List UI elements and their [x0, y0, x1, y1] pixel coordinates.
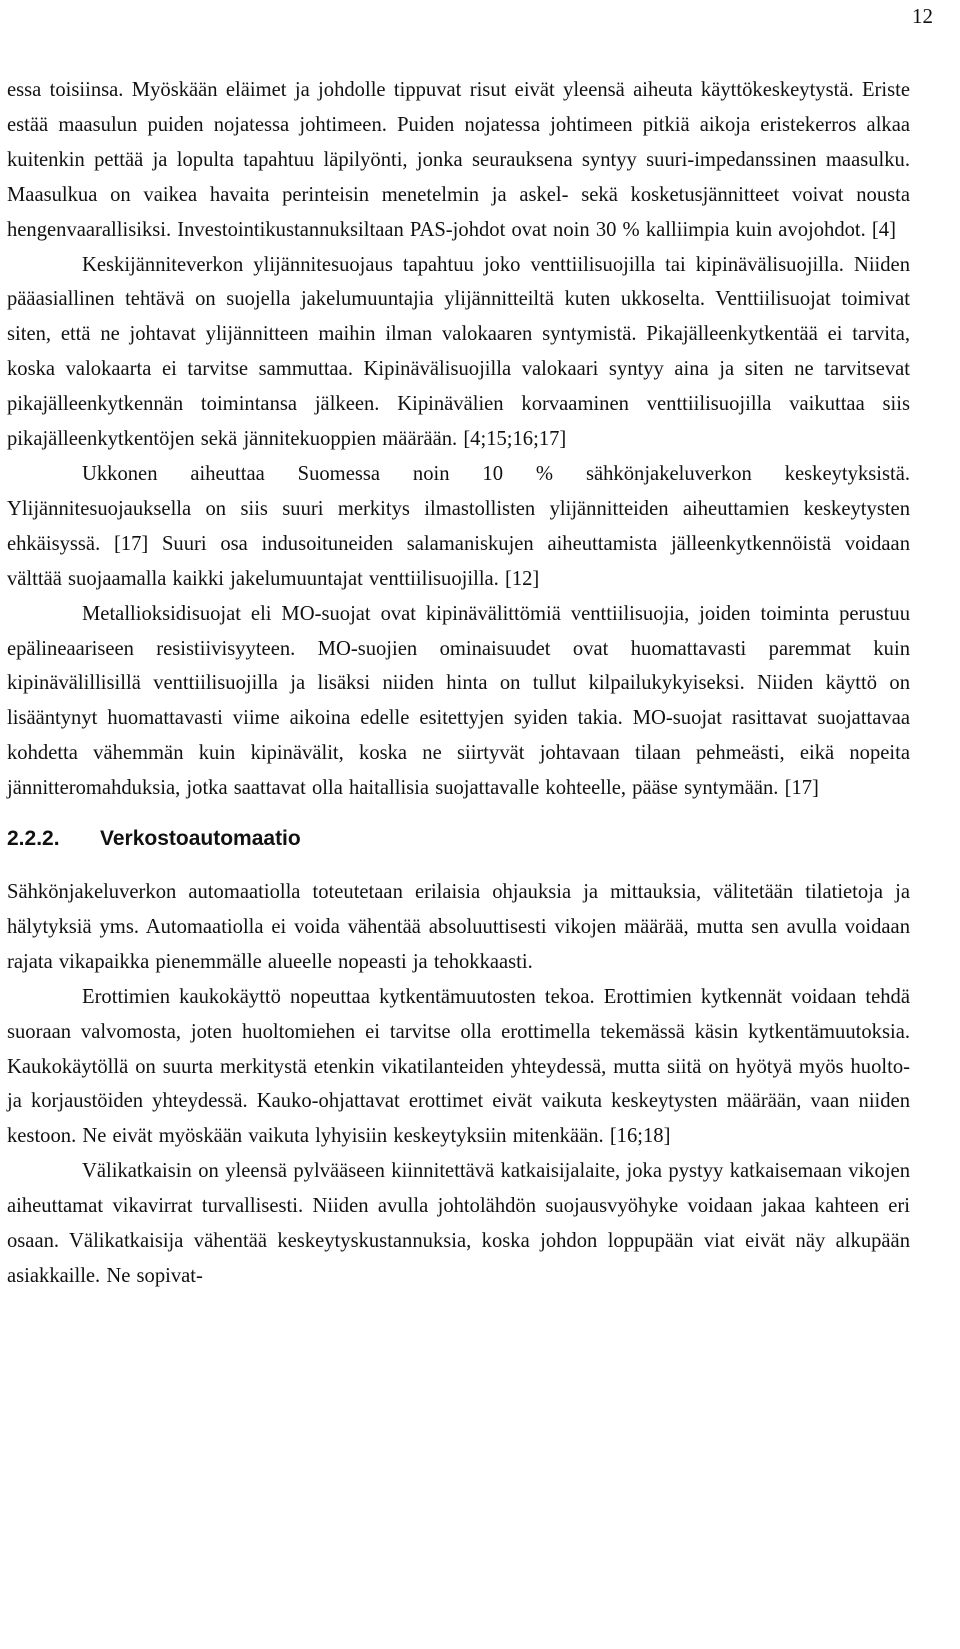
- paragraph-remote-disconnectors: Erottimien kaukokäyttö nopeuttaa kytkentämuutosten tekoa. Erottimien kytkennät voidaan tehdä suoraan valvomosta, joten huoltomiehen ei tarvitse olla erottimella tekemässä käsin kytkentämuutoksia. Kaukokäytöllä on suurta merkitystä etenkin vikatilanteiden yhteydessä, mutta siitä on hyötyä myös huolto- ja korjaustöiden yhteydessä. Kauko-ohjattavat erottimet eivät vaikuta keskeytysten määrään, vaan niiden kestoon. Ne eivät myöskään vaikuta lyhyisiin keskeytyksiin mitenkään. [16;18]: [7, 985, 910, 1148]
- paragraph-lightning: Ukkonen aiheuttaa Suomessa noin 10 % sähkönjakeluverkon keskeytyksistä. Ylijännitesuojauksella on siis suuri merkitys ilmastollisten ylijännitteiden aiheuttamien keskeytysten ehkäisyssä. [17] Suuri osa indusoituneiden salamaniskujen aiheuttamista jälleenkytkennöistä voidaan välttää suojaamalla kaikki jakelumuuntajat venttiilisuojilla. [12]: [7, 462, 910, 590]
- page-body: [7, 73, 910, 1294]
- page-number: 12: [912, 4, 933, 28]
- section-heading: [7, 806, 910, 875]
- paragraph-overvoltage-protection: Keskijänniteverkon ylijännitesuojaus tapahtuu joko venttiilisuojilla tai kipinävälisuojilla. Niiden pääasiallinen tehtävä on suojella jakelumuuntajia ylijännitteiltä kuten ukkoselta. Venttiilisuojat toimivat siten, että ne johtavat ylijännitteen maihin ilman valokaaren syntymistä. Pikajälleenkytkentää ei tarvita, koska valokaarta ei tarvitse sammuttaa. Kipinävälisuojilla valokaari syntyy aina ja siten ne tarvitsevat pikajälleenkytkennän toimintansa jälkeen. Kipinävälien korvaaminen venttiilisuojilla vaikuttaa siis pikajälleenkytkentöjen sekä jännitekuoppien määrään. [4;15;16;17]: [7, 253, 910, 451]
- section-title: Verkostoautomaatio: [100, 827, 301, 851]
- paragraph-continued: essa toisiinsa. Myöskään eläimet ja johdolle tippuvat risut eivät yleensä aiheuta käyttökeskeytystä. Eriste estää maasulun puiden nojatessa johtimeen. Puiden nojatessa johtimeen pitkiä aikoja eristekerros alkaa kuitenkin pettää ja lopulta tapahtuu läpilyönti, jonka seurauksena syntyy suuri-impedanssinen maasulku. Maasulkua on vaikea havaita perinteisin menetelmin ja askel- sekä kosketusjännitteet voivat nousta hengenvaarallisiksi. Investointikustannuksiltaan PAS-johdot ovat noin 30 % kalliimpia kuin avojohdot. [4]: [7, 79, 910, 241]
- paragraph-recloser: Välikatkaisin on yleensä pylvääseen kiinnitettävä katkaisijalaite, joka pystyy katkaisemaan vikojen aiheuttamat vikavirrat turvallisesti. Niiden avulla johtolähdön suojausvyöhyke voidaan jakaa kahteen eri osaan. Välikatkaisija vähentää keskeytyskustannuksia, koska johdon loppupään viat eivät näy alkupään asiakkaille. Ne sopivat-: [7, 1160, 910, 1287]
- paragraph-automation-intro: Sähkönjakeluverkon automaatiolla toteutetaan erilaisia ohjauksia ja mittauksia, välitetään tilatietoja ja hälytyksiä yms. Automaatiolla ei voida vähentää absoluuttisesti vikojen määrää, mutta sen avulla voidaan rajata vikapaikka pienemmälle alueelle nopeasti ja tehokkaasti.: [7, 881, 910, 973]
- paragraph-metal-oxide-arresters: Metallioksidisuojat eli MO-suojat ovat kipinävälittömiä venttiilisuojia, joiden toiminta perustuu epälineaariseen resistiivisyyteen. MO-suojien ominaisuudet ovat huomattavasti paremmat kuin kipinävälillisillä venttiilisuojilla ja lisäksi niiden hinta on tullut kilpailukykyiseksi. Niiden käyttö on lisääntynyt huomattavasti viime aikoina edelle esitettyjen syiden takia. MO-suojat rasittavat suojattavaa kohdetta vähemmän kuin kipinävälit, koska ne siirtyvät johtavaan tilaan pehmeästi, eikä nopeita jännitteromahduksia, jotka saattavat olla haitallisia suojattavalle kohteelle, pääse syntymään. [17]: [7, 602, 910, 800]
- section-number: 2.2.2.: [7, 827, 60, 851]
